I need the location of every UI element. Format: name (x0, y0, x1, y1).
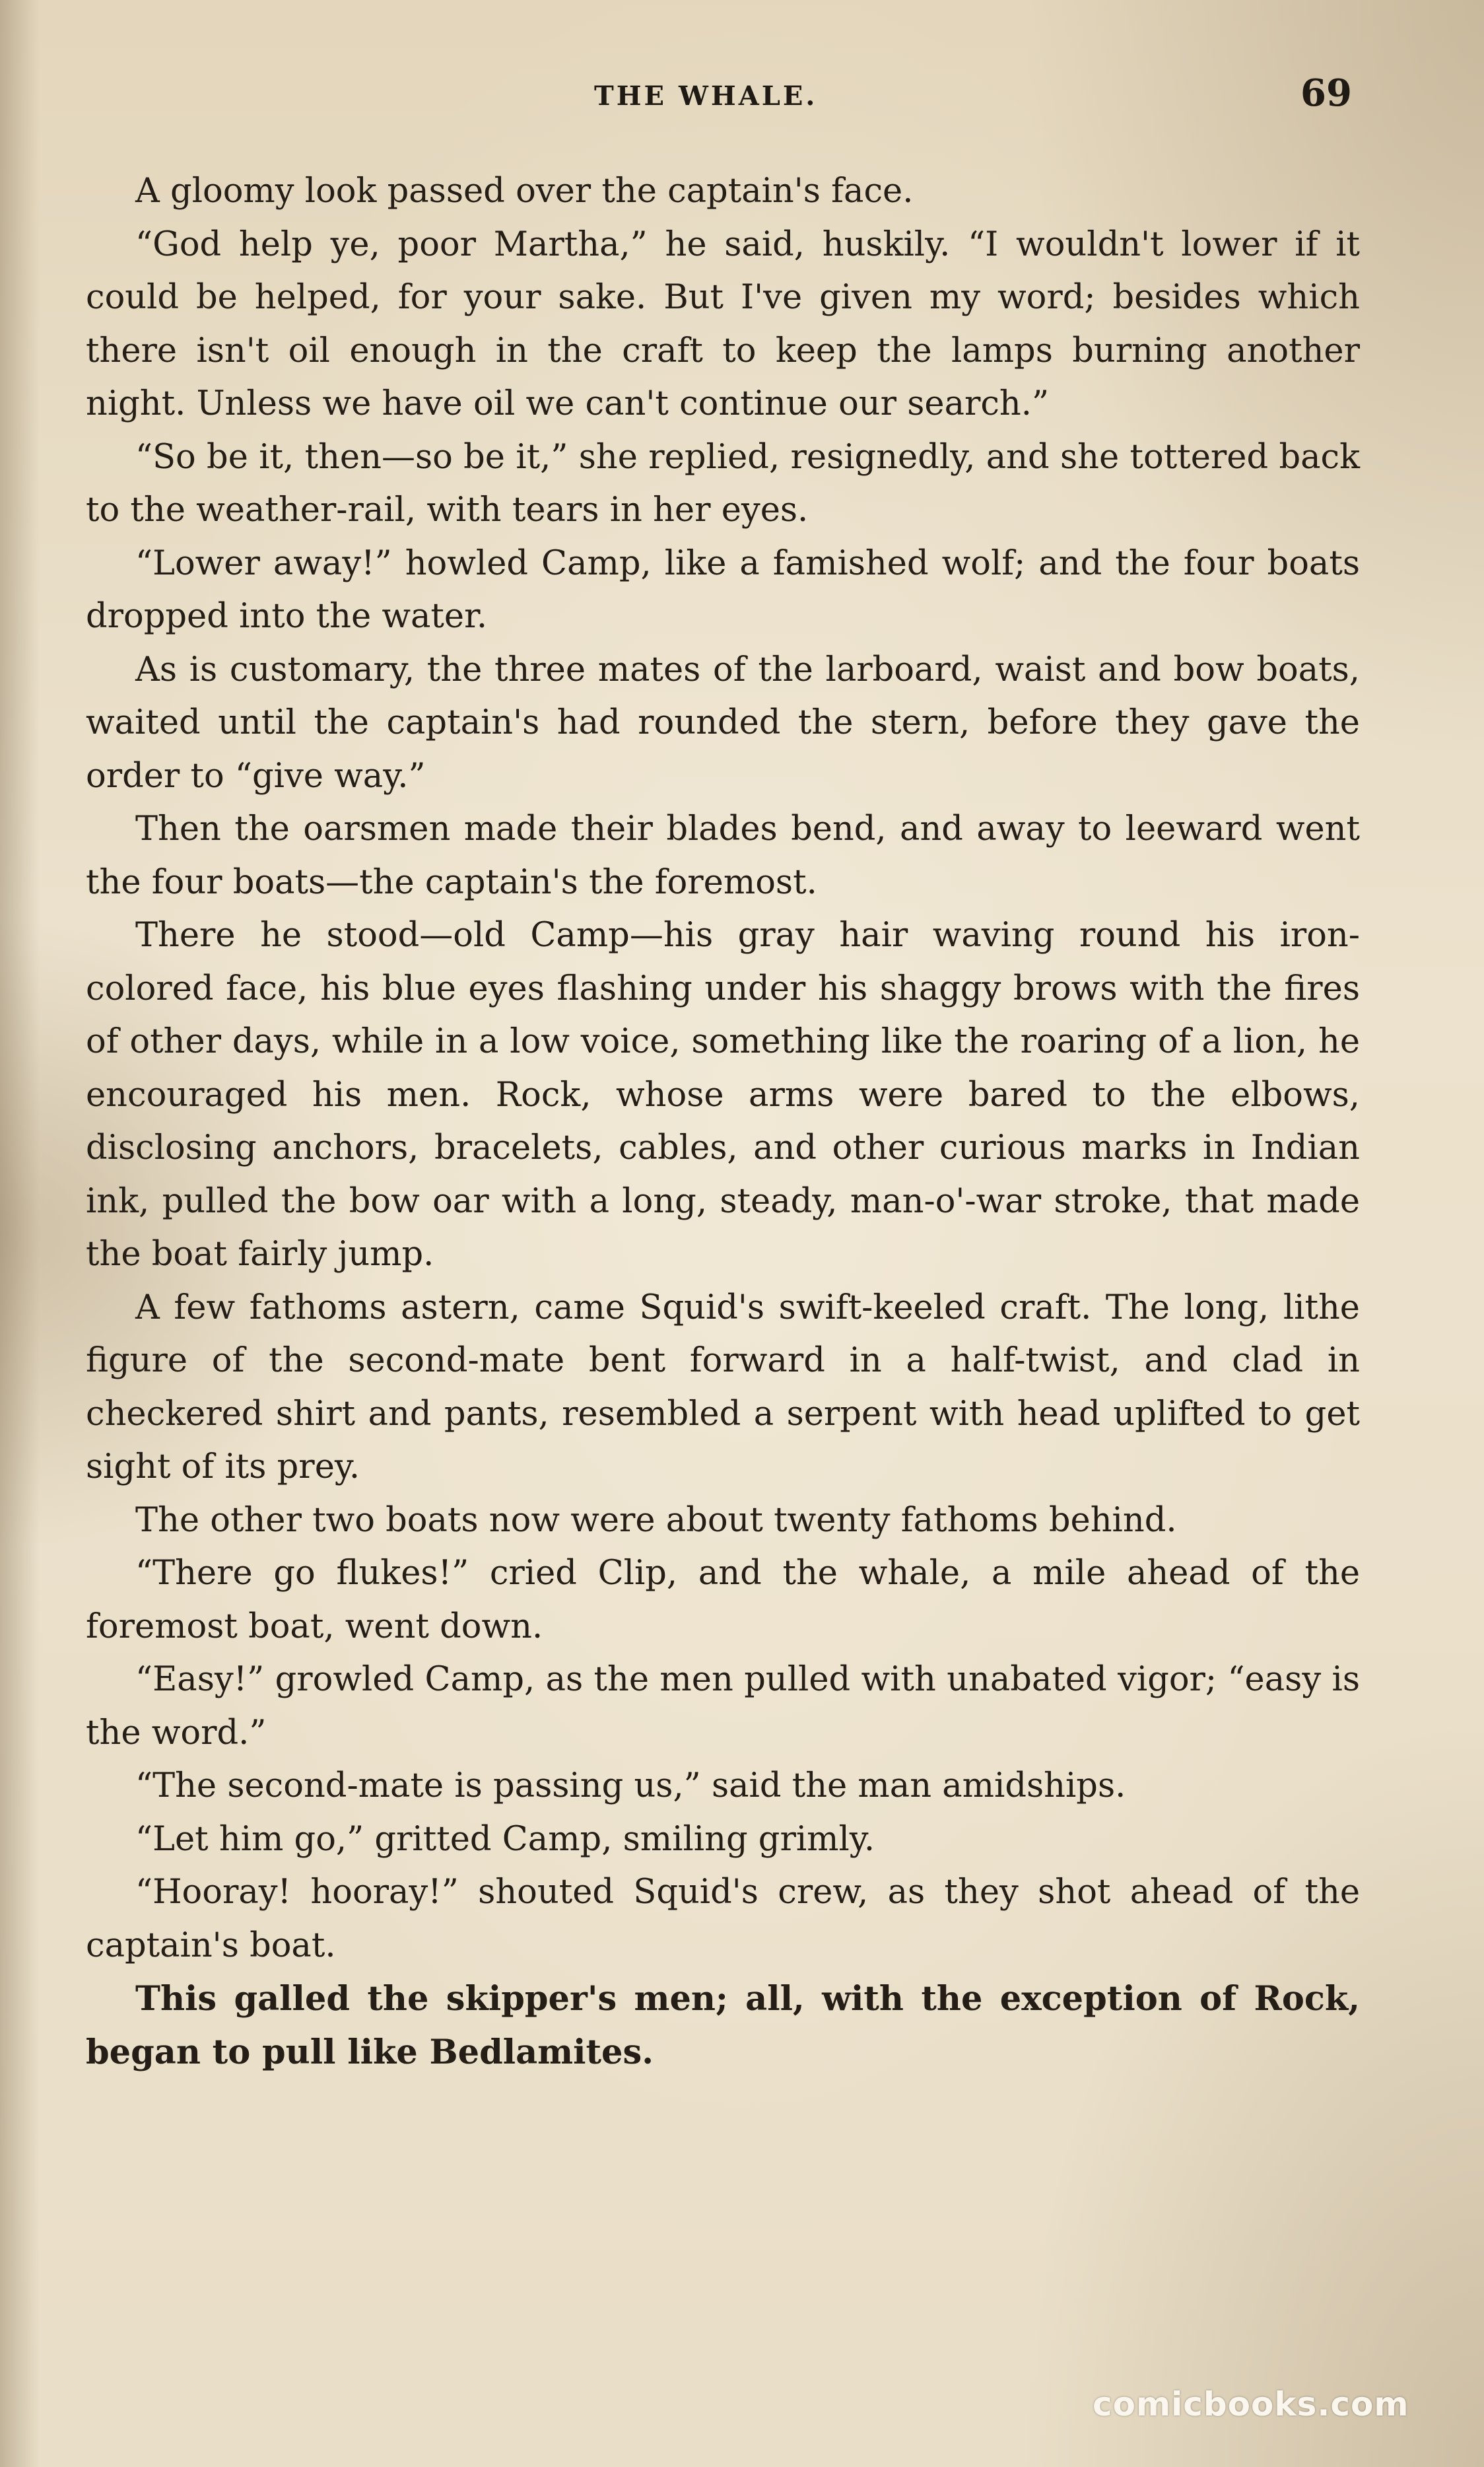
paragraph: Then the oarsmen made their blades bend, and away to leeward went the four boats—the captain's the foremost. (86, 810, 1360, 902)
body-text (86, 165, 1360, 2079)
paragraph: The other two boats now were about twenty fathoms behind. (135, 1500, 1177, 1540)
watermark: comicbooks.com (1093, 2385, 1409, 2423)
paragraph: “So be it, then—so be it,” she replied, resignedly, and she tottered back to the weather-rail, with tears in her eyes. (86, 437, 1360, 530)
page-edge-shadow (0, 0, 40, 2467)
running-title: THE WHALE. (594, 81, 818, 112)
paragraph: “Easy!” growled Camp, as the men pulled with unabated vigor; “easy is the word.” (86, 1660, 1360, 1753)
paragraph: “Hooray! hooray!” shouted Squid's crew, as they shot ahead of the captain's boat. (86, 1873, 1360, 1965)
paragraph: “Lower away!” howled Camp, like a famished wolf; and the four boats dropped into the water. (86, 543, 1360, 636)
paragraph: There he stood—old Camp—his gray hair waving round his iron-colored face, his blue eyes flashing under his shaggy brows with the fires of other days, while in a low voice, something like the roaring of a lion, he encouraged his men. Rock, whose arms were bared to the elbows, disclosing anchors, bracelets, cables, and other curious marks in Indian ink, pulled the bow oar with a long, steady, man-o'-war stroke, that made the boat fairly jump. (86, 916, 1360, 1274)
paragraph: This galled the skipper's men; all, with the exception of Rock, began to pull like Bedlamites. (86, 1979, 1360, 2072)
paragraph: As is customary, the three mates of the larboard, waist and bow boats, waited until the captain's had rounded the stern, before they gave the order to “give way.” (86, 650, 1360, 796)
paragraph: “God help ye, poor Martha,” he said, huskily. “I wouldn't lower if it could be helped, for your sake. But I've given my word; besides which there isn't oil enough in the craft to keep the lamps burning another night. Unless we have oil we can't continue our search.” (86, 225, 1360, 423)
paragraph: “The second-mate is passing us,” said the man amidships. (135, 1766, 1126, 1805)
paragraph: “There go flukes!” cried Clip, and the whale, a mile ahead of the foremost boat, went down. (86, 1554, 1360, 1646)
paragraph: A few fathoms astern, came Squid's swift-keeled craft. The long, lithe figure of the second-mate bent forward in a half-twist, and clad in checkered shirt and pants, resembled a serpent with head uplifted to get sight of its prey. (86, 1288, 1360, 1486)
paragraph: “Let him go,” gritted Camp, smiling grimly. (135, 1819, 875, 1859)
page-number: 69 (1300, 71, 1352, 115)
paragraph: A gloomy look passed over the captain's face. (135, 172, 914, 211)
page-header (0, 71, 1484, 124)
